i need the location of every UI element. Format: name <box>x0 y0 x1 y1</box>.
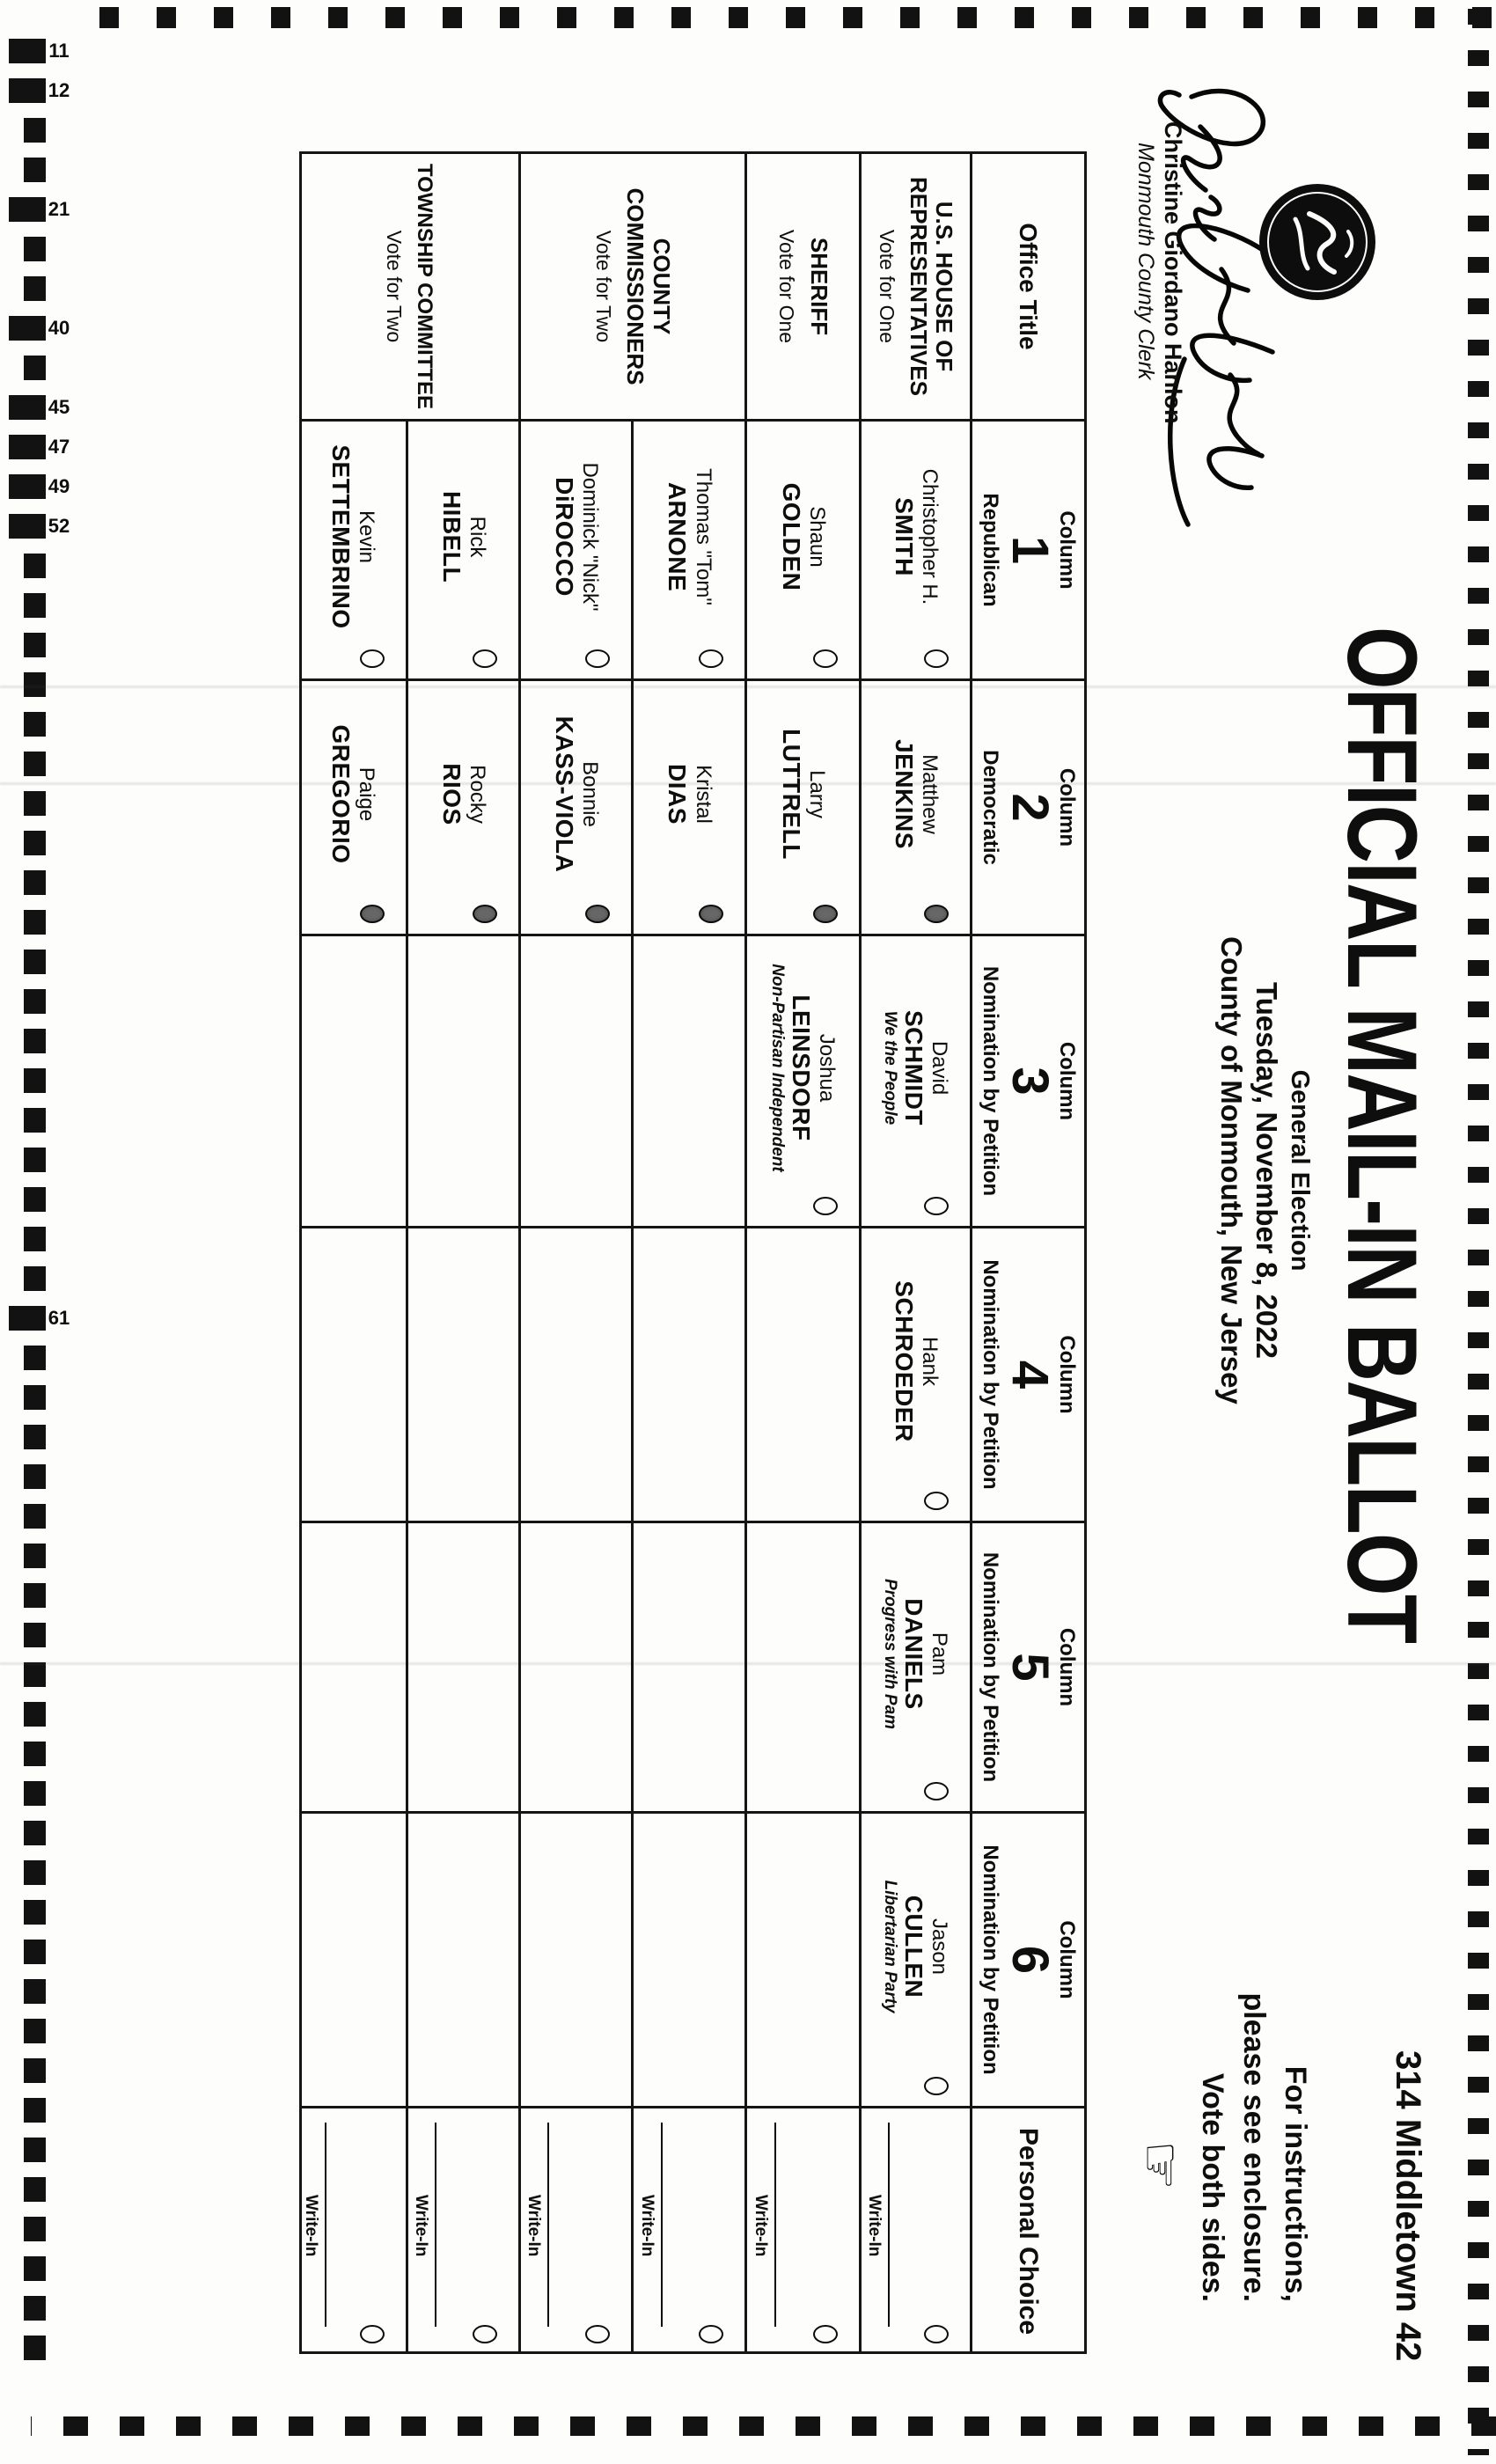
election-type: General Election <box>1286 1069 1314 1272</box>
column-5-header: Column 5 Nomination by Petition <box>972 1521 1084 1811</box>
vote-oval-cullen[interactable] <box>924 2077 949 2095</box>
empty-cell <box>299 1811 408 2106</box>
timing-mark-labeled <box>9 197 70 222</box>
empty-cell <box>634 1811 747 2106</box>
candidate-cell-rios: Rocky RIOS <box>408 678 521 934</box>
candidate-cell-settembrino: Kevin SETTEMBRINO <box>299 419 408 678</box>
timing-mark-labeled <box>9 316 70 341</box>
empty-cell <box>521 934 634 1226</box>
vote-oval-smith[interactable] <box>924 649 949 668</box>
write-in-cell: Write-In <box>747 2106 862 2354</box>
column-4-header: Column 4 Nomination by Petition <box>972 1226 1084 1521</box>
write-in-line[interactable] <box>888 2123 890 2327</box>
vote-oval-write-in[interactable] <box>924 2325 949 2343</box>
timing-mark-labeled <box>9 514 70 539</box>
timing-label: 11 <box>48 40 70 62</box>
vote-oval-luttrell[interactable] <box>813 905 838 923</box>
vote-oval-schmidt[interactable] <box>924 1197 949 1215</box>
personal-choice-header: Personal Choice <box>972 2106 1084 2354</box>
office-title-header: Office Title <box>1015 223 1043 350</box>
timing-label: 12 <box>48 79 70 101</box>
candidate-cell-cullen: Jason CULLEN Libertarian Party <box>862 1811 972 2106</box>
write-in-cell: Write-In <box>862 2106 972 2354</box>
timing-label: 40 <box>48 317 70 339</box>
write-in-cell: Write-In <box>299 2106 408 2354</box>
clerk-name: Christine Giordano Hanlon <box>1160 121 1186 424</box>
candidate-cell-schroeder: Hank SCHROEDER <box>862 1226 972 1521</box>
candidate-cell-hibell: Rick HIBELL <box>408 419 521 678</box>
empty-cell <box>408 1521 521 1811</box>
column-1-header: Column 1 Republican <box>972 419 1084 678</box>
timing-mark-labeled <box>9 435 70 459</box>
timing-mark-labeled <box>9 1306 70 1331</box>
election-subtitle <box>1214 730 1315 1610</box>
vote-oval-rios[interactable] <box>473 905 497 923</box>
timing-mark-labeled <box>9 39 70 63</box>
office-township-committee: TOWNSHIP COMMITTEE Vote for Two <box>299 154 521 419</box>
timing-marks-bottom <box>24 39 46 2366</box>
office-sheriff: SHERIFF Vote for One <box>747 154 862 419</box>
candidate-cell-leinsdorf: Joshua LEINSDORF Non-Partisan Independent <box>747 934 862 1226</box>
pointing-hand-icon: ☞ <box>1129 2140 1192 2191</box>
timing-label: 49 <box>48 475 70 497</box>
ballot-table <box>299 151 1087 2354</box>
vote-oval-dias[interactable] <box>699 905 723 923</box>
office-county-commissioners: COUNTY COMMISSIONERS Vote for Two <box>521 154 747 419</box>
candidate-cell-kassviola: Bonnie KASS-VIOLA <box>521 678 634 934</box>
timing-label: 52 <box>48 515 70 537</box>
vote-oval-gregorio[interactable] <box>360 905 385 923</box>
timing-label: 45 <box>48 396 70 418</box>
write-in-line[interactable] <box>325 2123 326 2327</box>
timing-marks-right <box>31 2416 1496 2436</box>
write-in-cell: Write-In <box>408 2106 521 2354</box>
empty-cell <box>747 1226 862 1521</box>
empty-cell <box>408 934 521 1226</box>
candidate-cell-daniels: Pam DANIELS Progress with Pam <box>862 1521 972 1811</box>
vote-oval-write-in[interactable] <box>360 2325 385 2343</box>
empty-cell <box>521 1521 634 1811</box>
candidate-cell-luttrell: Larry LUTTRELL <box>747 678 862 934</box>
clerk-title: Monmouth County Clerk <box>1133 143 1158 380</box>
timing-mark-labeled <box>9 395 70 420</box>
candidate-cell-dias: Kristal DIAS <box>634 678 747 934</box>
vote-oval-arnone[interactable] <box>699 649 723 668</box>
empty-cell <box>299 1226 408 1521</box>
candidate-cell-gregorio: Paige GREGORIO <box>299 678 408 934</box>
empty-cell <box>408 1226 521 1521</box>
empty-cell <box>408 1811 521 2106</box>
timing-label: 21 <box>48 198 70 220</box>
vote-oval-schroeder[interactable] <box>924 1492 949 1510</box>
instructions-line: please see enclosure. <box>1237 1992 1272 2302</box>
write-in-line[interactable] <box>436 2123 437 2327</box>
timing-mark-labeled <box>9 474 70 499</box>
candidate-cell-jenkins: Matthew JENKINS <box>862 678 972 934</box>
empty-cell <box>521 1811 634 2106</box>
column-2-header: Column 2 Democratic <box>972 678 1084 934</box>
empty-cell <box>634 1521 747 1811</box>
vote-oval-hibell[interactable] <box>473 649 497 668</box>
vote-oval-leinsdorf[interactable] <box>813 1197 838 1215</box>
empty-cell <box>521 1226 634 1521</box>
instructions-line: Vote both sides. <box>1196 2072 1230 2302</box>
vote-oval-write-in[interactable] <box>585 2325 610 2343</box>
election-date: Tuesday, November 8, 2022 <box>1250 982 1284 1359</box>
timing-marks-left <box>70 7 1492 28</box>
timing-marks-top <box>1468 9 1489 2455</box>
empty-cell <box>747 1811 862 2106</box>
vote-oval-settembrino[interactable] <box>360 649 385 668</box>
vote-oval-kassviola[interactable] <box>585 905 610 923</box>
candidate-cell-smith: Christopher H. SMITH <box>862 419 972 678</box>
office-us-house: U.S. HOUSE OF REPRESENTATIVES Vote for One <box>862 154 972 419</box>
timing-mark-labeled <box>9 78 70 103</box>
write-in-line[interactable] <box>548 2123 550 2327</box>
empty-cell <box>634 934 747 1226</box>
timing-label: 47 <box>48 436 70 458</box>
candidate-cell-dirocco: Dominick "Nick" DiROCCO <box>521 419 634 678</box>
instructions-block <box>1192 1892 1316 2302</box>
ballot-title: OFFICIAL MAIL-IN BALLOT <box>1327 627 1437 1643</box>
vote-oval-write-in[interactable] <box>473 2325 497 2343</box>
column-3-header: Column 3 Nomination by Petition <box>972 934 1084 1226</box>
vote-oval-write-in[interactable] <box>699 2325 723 2343</box>
write-in-line[interactable] <box>774 2123 776 2327</box>
candidate-cell-schmidt: David SCHMIDT We the People <box>862 934 972 1226</box>
write-in-line[interactable] <box>661 2123 663 2327</box>
vote-oval-daniels[interactable] <box>924 1782 949 1800</box>
county-seal <box>1255 180 1380 304</box>
candidate-cell-arnone: Thomas "Tom" ARNONE <box>634 419 747 678</box>
election-county: County of Monmouth, New Jersey <box>1214 936 1248 1404</box>
vote-oval-dirocco[interactable] <box>585 649 610 668</box>
precinct-label: 314 Middletown 42 <box>1389 2050 1427 2362</box>
vote-oval-write-in[interactable] <box>813 2325 838 2343</box>
write-in-cell: Write-In <box>634 2106 747 2354</box>
empty-cell <box>747 1521 862 1811</box>
timing-label: 61 <box>48 1307 70 1329</box>
vote-oval-jenkins[interactable] <box>924 905 949 923</box>
candidate-cell-golden: Shaun GOLDEN <box>747 419 862 678</box>
empty-cell <box>299 1521 408 1811</box>
empty-cell <box>299 934 408 1226</box>
instructions-line: For instructions, <box>1279 2065 1312 2302</box>
write-in-cell: Write-In <box>521 2106 634 2354</box>
column-6-header: Column 6 Nomination by Petition <box>972 1811 1084 2106</box>
empty-cell <box>634 1226 747 1521</box>
vote-oval-golden[interactable] <box>813 649 838 668</box>
